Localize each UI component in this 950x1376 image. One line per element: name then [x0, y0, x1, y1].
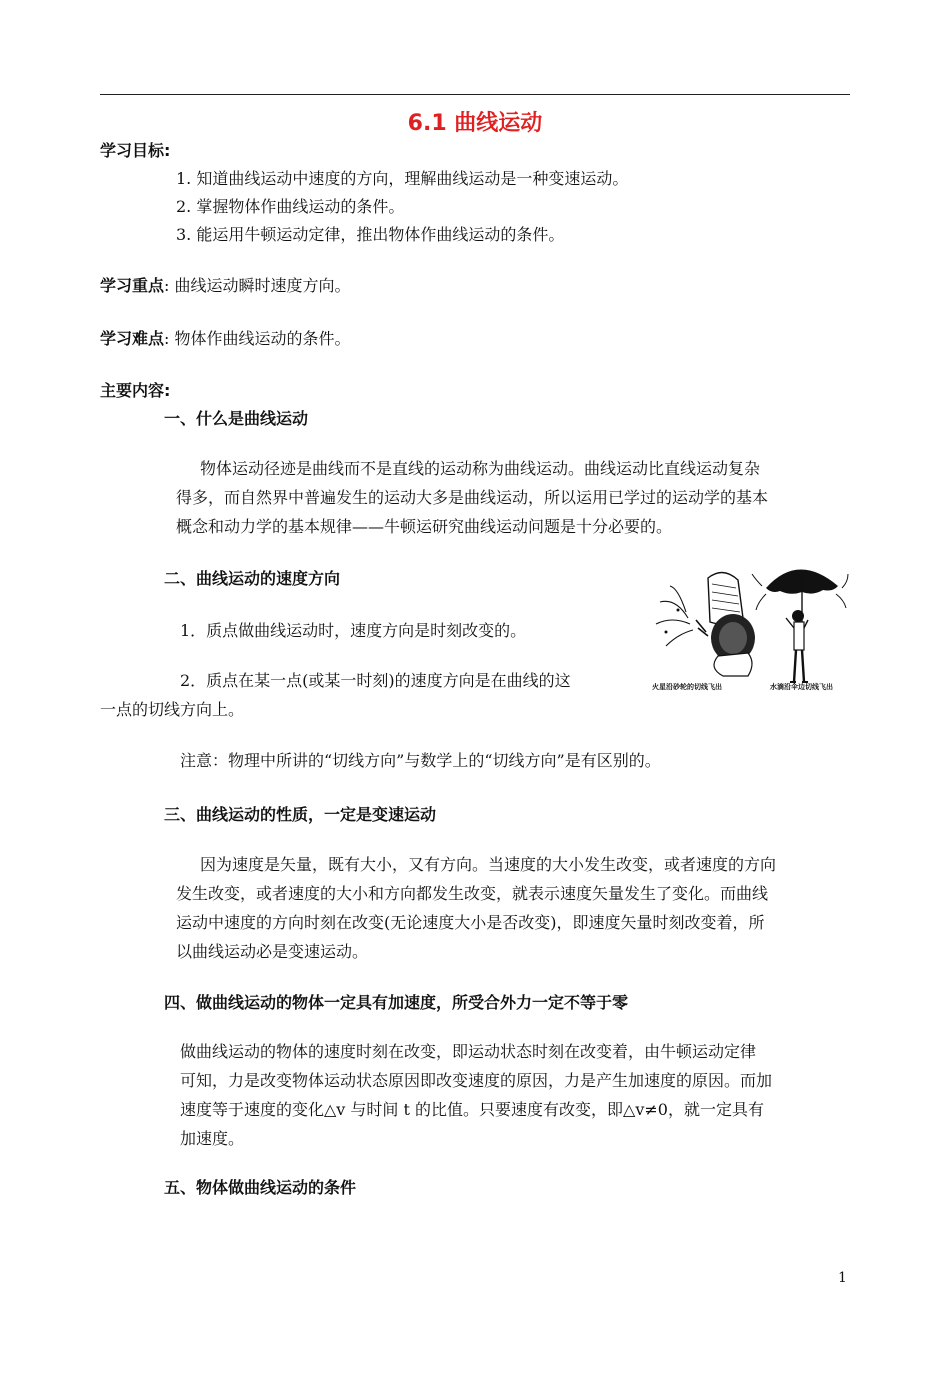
key-point-text: : 曲线运动瞬时速度方向。 — [164, 276, 351, 295]
difficulty-label: 学习难点 — [100, 329, 165, 348]
section-2-point-1: 1．质点做曲线运动时，速度方向是时刻改变的。 — [180, 621, 527, 640]
section-1-heading: 一、什么是曲线运动 — [164, 409, 309, 428]
main-content-label: 主要内容: — [100, 381, 171, 400]
section-3-line-3: 运动中速度的方向时刻在改变(无论速度大小是否改变)，即速度矢量时刻改变着，所 — [176, 913, 765, 932]
section-3-line-4: 以曲线运动必是变速运动。 — [176, 942, 369, 961]
grinding-wheel-drawing — [656, 572, 755, 676]
caption-umbrella: 水滴沿伞边切线飞出 — [770, 683, 833, 691]
objective-item-1: 1. 知道曲线运动中速度的方向，理解曲线运动是一种变速运动。 — [176, 169, 629, 188]
objectives-label: 学习目标: — [100, 141, 171, 160]
header-rule — [100, 94, 850, 95]
section-2-point-2b: 一点的切线方向上。 — [100, 700, 245, 719]
section-2-point-2a: 2．质点在某一点(或某一时刻)的速度方向是在曲线的这 — [180, 671, 571, 690]
section-4-line-4: 加速度。 — [180, 1129, 245, 1148]
section-2-note: 注意：物理中所讲的“切线方向”与数学上的“切线方向”是有区别的。 — [180, 751, 661, 770]
section-4-line-3: 速度等于速度的变化△v 与时间 t 的比值。只要速度有改变，即△v≠0，就一定具有 — [180, 1100, 764, 1119]
section-1-line-3: 概念和动力学的基本规律——牛顿运研究曲线运动问题是十分必要的。 — [176, 517, 673, 536]
page-title: 6.1 曲线运动 — [407, 111, 543, 136]
objective-item-2: 2. 掌握物体作曲线运动的条件。 — [176, 197, 405, 216]
key-point — [100, 273, 351, 296]
section-3-body — [176, 850, 856, 966]
caption-grinding-wheel: 火星沿砂轮的切线飞出 — [652, 683, 722, 691]
section-1-body — [176, 454, 856, 541]
section-5-heading: 五、物体做曲线运动的条件 — [164, 1178, 357, 1197]
section-1-line-1: 物体运动径迹是曲线而不是直线的运动称为曲线运动。曲线运动比直线运动复杂 — [200, 459, 761, 478]
tangent-illustration — [648, 558, 850, 698]
section-3-heading: 三、曲线运动的性质，一定是变速运动 — [164, 805, 437, 824]
difficulty-text: : 物体作曲线运动的条件。 — [164, 329, 351, 348]
section-1-line-2: 得多，而自然界中普遍发生的运动大多是曲线运动，所以运用已学过的运动学的基本 — [176, 488, 769, 507]
section-4-heading: 四、做曲线运动的物体一定具有加速度，所受合外力一定不等于零 — [164, 993, 629, 1012]
section-4-line-1: 做曲线运动的物体的速度时刻在改变，即运动状态时刻在改变着，由牛顿运动定律 — [180, 1042, 757, 1061]
section-2-heading: 二、曲线运动的速度方向 — [164, 569, 341, 588]
key-point-label: 学习重点 — [100, 276, 165, 295]
section-4-line-2: 可知，力是改变物体运动状态原因即改变速度的原因，力是产生加速度的原因。而加 — [180, 1071, 773, 1090]
section-3-line-1: 因为速度是矢量，既有大小，又有方向。当速度的大小发生改变，或者速度的方向 — [200, 855, 777, 874]
tangent-illustration-svg — [648, 558, 850, 698]
umbrella-drawing — [752, 569, 848, 682]
page-number: 1 — [838, 1270, 847, 1286]
section-4-body — [180, 1037, 860, 1153]
objective-item-3: 3. 能运用牛顿运动定律，推出物体作曲线运动的条件。 — [176, 225, 565, 244]
difficulty — [100, 326, 351, 349]
section-3-line-2: 发生改变，或者速度的大小和方向都发生改变，就表示速度矢量发生了变化。而曲线 — [176, 884, 769, 903]
